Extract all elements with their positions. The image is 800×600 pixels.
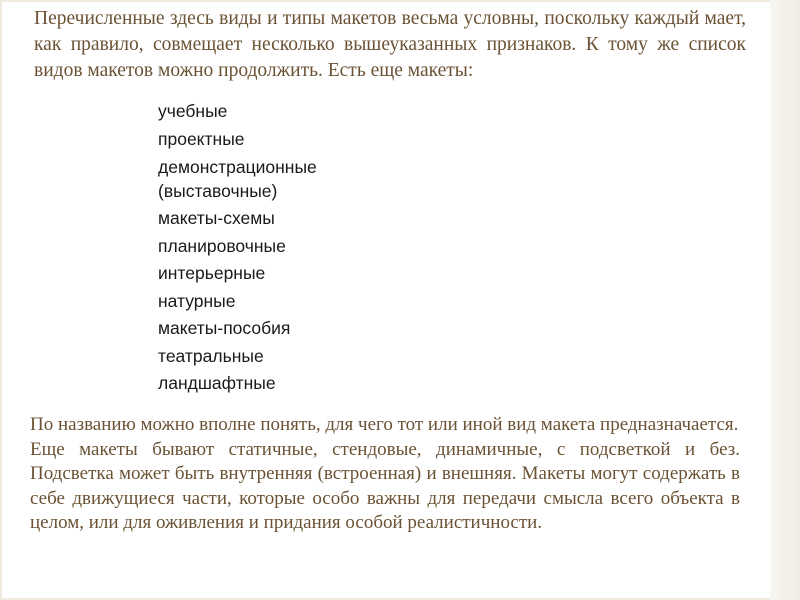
list-item [124,315,424,343]
outro-paragraph-1: По названию можно вполне понять, для чего тот или иной вид макета предназначается. [30,414,739,435]
list-item-label: планировочные [158,235,286,256]
list-item-label: макеты-пособия [158,318,291,338]
list-item [124,126,424,154]
list-item [124,98,424,126]
list-item-label: театральные [158,345,264,366]
list-item-label: натурные [158,290,236,311]
intro-paragraph: Перечисленные здесь виды и типы макетов весьма условны, поскольку каждый мает, как правило, совмещает несколько вышеуказанных признаков. К тому же список видов макетов можно продолжить. Есть еще макеты: [34,8,746,81]
list-item [124,260,424,288]
list-item [124,233,424,261]
list-item-label: ландшафтные [158,373,276,393]
list-item [124,205,424,233]
list-item-label: демонстрационные (выставочные) [158,157,317,201]
outro-paragraph-2: Еще макеты бывают статичные, стендовые, динамичные, с подсветкой и без. Подсветка может быть внутренняя (встроенная) и внешняя. Макеты могут содержать в себе движущиеся части, которые особо важны для передачи смысла всего объекта в целом, или для оживления и придания особой реалистичности. [30,438,740,533]
list-item [124,153,424,205]
outro-text [30,413,740,536]
list-item-label: проектные [158,128,245,149]
bullet-list [124,98,424,398]
list-item [124,370,424,398]
list-item-label: интерьерные [158,263,266,283]
list-item-label: макеты-схемы [158,208,275,228]
list-item [124,343,424,371]
list-item [124,288,424,316]
list-item-label: учебные [158,101,228,121]
slide-side-bar [770,0,800,600]
